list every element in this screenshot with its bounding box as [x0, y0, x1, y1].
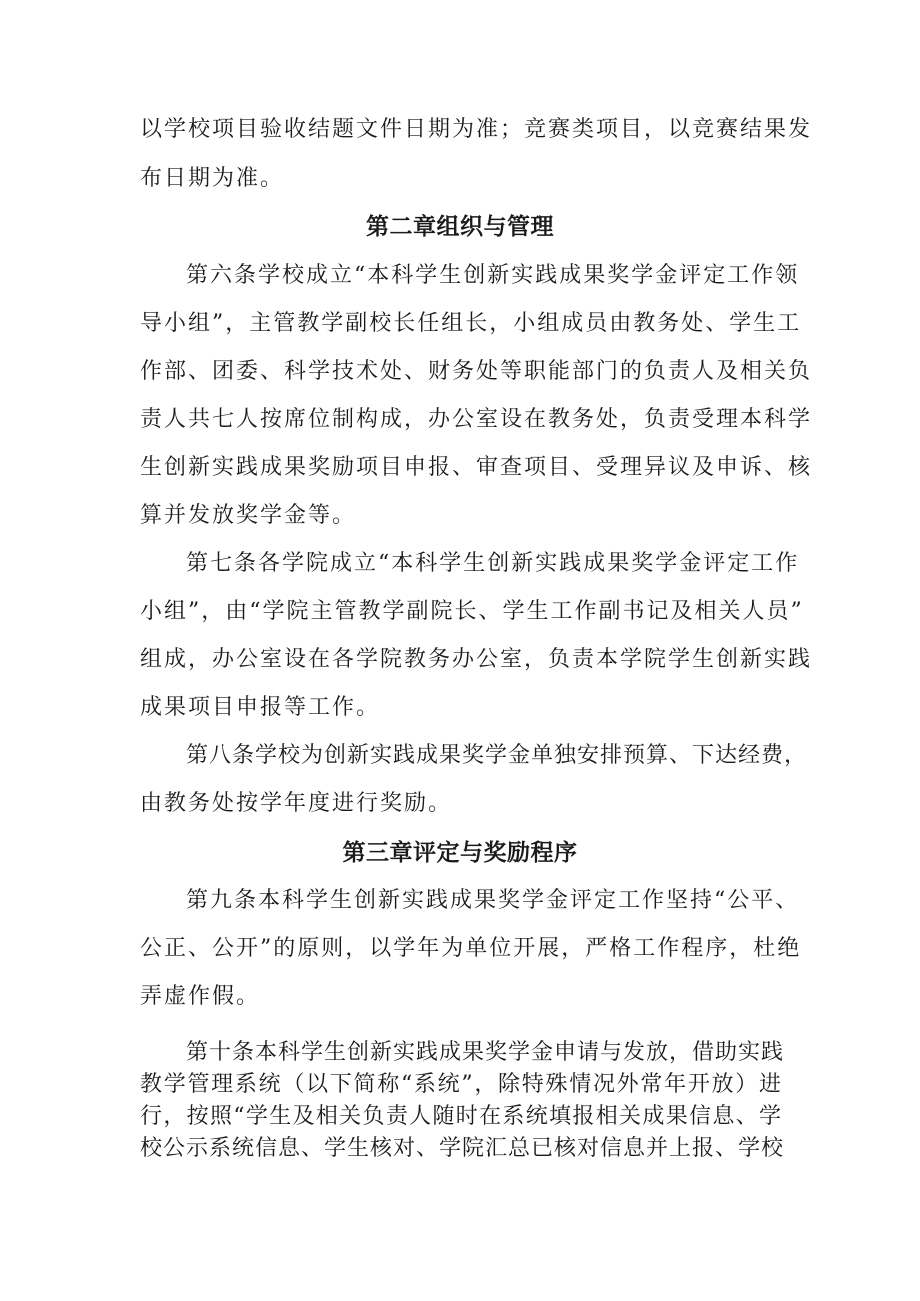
text-line: 生创新实践成果奖励项目申报、审查项目、受理异议及申诉、核 [140, 455, 813, 480]
text-line: 以学校项目验收结题文件日期为准；竞赛类项目，以竞赛结果发 [140, 117, 813, 142]
text-line: 公正、公开”的原则，以学年为单位开展，严格工作程序，杜绝 [140, 936, 802, 961]
text-line: 第六条学校成立“本科学生创新实践成果奖学金评定工作领 [186, 263, 800, 288]
text-line: 第七条各学院成立“本科学生创新实践成果奖学金评定工作 [186, 551, 800, 576]
text-line: 成果项目申报等工作。 [140, 695, 381, 720]
text-line: 教学管理系统（以下简称“系统”，除特殊情况外常年开放）进 [140, 1072, 782, 1097]
text-line: 第九条本科学生创新实践成果奖学金评定工作坚持“公平、 [186, 888, 800, 913]
text-line: 由教务处按学年度进行奖励。 [140, 791, 453, 816]
text-line: 弄虚作假。 [140, 984, 261, 1009]
text-line: 导小组”，主管教学副校长任组长，小组成员由教务处、学生工 [140, 311, 802, 336]
text-line: 行，按照“学生及相关负责人随时在系统填报相关成果信息、学 [140, 1104, 782, 1129]
text-line: 第八条学校为创新实践成果奖学金单独安排预算、下达经费， [186, 743, 808, 768]
text-line: 作部、团委、科学技术处、财务处等职能部门的负责人及相关负 [140, 359, 813, 384]
text-line: 算并发放奖学金等。 [140, 503, 357, 528]
text-line: 布日期为准。 [140, 166, 285, 191]
text-line: 组成，办公室设在各学院教务办公室，负责本学院学生创新实践 [140, 647, 813, 672]
chapter-heading: 第二章组织与管理 [366, 214, 554, 240]
chapter-heading: 第三章评定与奖励程序 [342, 840, 578, 866]
text-line: 第十条本科学生创新实践成果奖学金申请与发放，借助实践 [186, 1040, 785, 1065]
text-line: 小组”，由“学院主管教学副院长、学生工作副书记及相关人员” [140, 599, 804, 624]
text-line: 责人共七人按席位制构成，办公室设在教务处，负责受理本科学 [140, 407, 813, 432]
text-line: 校公示系统信息、学生核对、学院汇总已核对信息并上报、学校 [140, 1136, 785, 1161]
